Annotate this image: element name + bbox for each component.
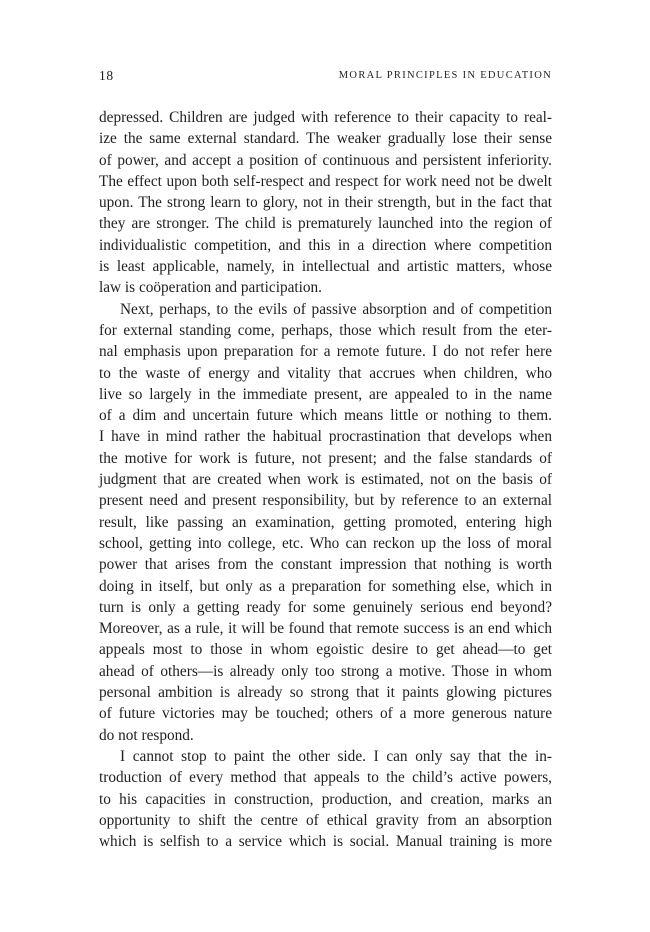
text-line: upon. The strong learn to glory, not in their strength, but in the fact that xyxy=(99,194,552,212)
running-head: MORAL PRINCIPLES IN EDUCATION xyxy=(338,70,552,81)
text-line: they are stronger. The child is prematurely launched into the region of xyxy=(99,215,552,233)
text-line: ahead of others—is already only too strong a motive. Those in whom xyxy=(99,662,552,680)
text-line: ize the same external standard. The weaker gradually lose their sense xyxy=(99,130,552,148)
text-line: Moreover, as a rule, it will be found that remote success is an end which xyxy=(99,620,552,638)
text-line: result, like passing an examination, getting promoted, entering high xyxy=(99,513,552,531)
text-line: law is coöperation and participation. xyxy=(99,279,323,297)
text-line: appeals most to those in whom egoistic desire to get ahead—to get xyxy=(99,641,552,659)
text-line: of future victories may be touched; others of a more generous nature xyxy=(99,705,552,723)
page-header xyxy=(99,68,552,88)
text-line: of power, and accept a position of continuous and persistent inferiority. xyxy=(99,151,552,169)
text-line: I cannot stop to paint the other side. I can only say that the in- xyxy=(120,747,552,765)
text-line: to the waste of energy and vitality that accrues when children, who xyxy=(99,364,552,382)
text-line: is least applicable, namely, in intellectual and artistic matters, whose xyxy=(99,258,552,276)
text-line: personal ambition is already so strong that it paints glowing pictures xyxy=(99,684,552,702)
text-line: of a dim and uncertain future which means little or nothing to them. xyxy=(99,407,552,425)
text-line: troduction of every method that appeals to the child’s active powers, xyxy=(99,769,552,787)
text-line: judgment that are created when work is estimated, not on the basis of xyxy=(99,471,552,489)
text-line: doing in itself, but only as a preparation for something else, which in xyxy=(99,577,552,595)
body-text xyxy=(99,107,552,852)
text-line: which is selfish to a service which is social. Manual training is more xyxy=(99,833,552,851)
text-line: Next, perhaps, to the evils of passive absorption and of competition xyxy=(120,300,552,318)
text-line: I have in mind rather the habitual procrastination that develops when xyxy=(99,428,552,446)
text-line: nal emphasis upon preparation for a remote future. I do not refer here xyxy=(99,343,552,361)
text-line: individualistic competition, and this in a direction where competition xyxy=(99,236,552,254)
text-line: power that arises from the constant impression that nothing is worth xyxy=(99,556,552,574)
text-line: for external standing come, perhaps, those which result from the eter- xyxy=(99,321,552,339)
text-line: depressed. Children are judged with reference to their capacity to real- xyxy=(99,109,552,126)
text-line: school, getting into college, etc. Who can reckon up the loss of moral xyxy=(99,534,552,552)
text-line: the motive for work is future, not present; and the false standards of xyxy=(99,449,552,467)
text-line: live so largely in the immediate present, are appealed to in the name xyxy=(99,385,552,403)
text-line: opportunity to shift the centre of ethical gravity from an absorption xyxy=(99,811,552,829)
text-line: do not respond. xyxy=(99,726,194,744)
page-number: 18 xyxy=(99,68,114,83)
text-line: The effect upon both self-respect and respect for work need not be dwelt xyxy=(99,172,552,190)
text-line: present need and present responsibility, but by reference to an external xyxy=(99,492,552,510)
text-line: to his capacities in construction, production, and creation, marks an xyxy=(99,790,552,808)
text-line: turn is only a getting ready for some genuinely serious end beyond? xyxy=(99,598,552,616)
